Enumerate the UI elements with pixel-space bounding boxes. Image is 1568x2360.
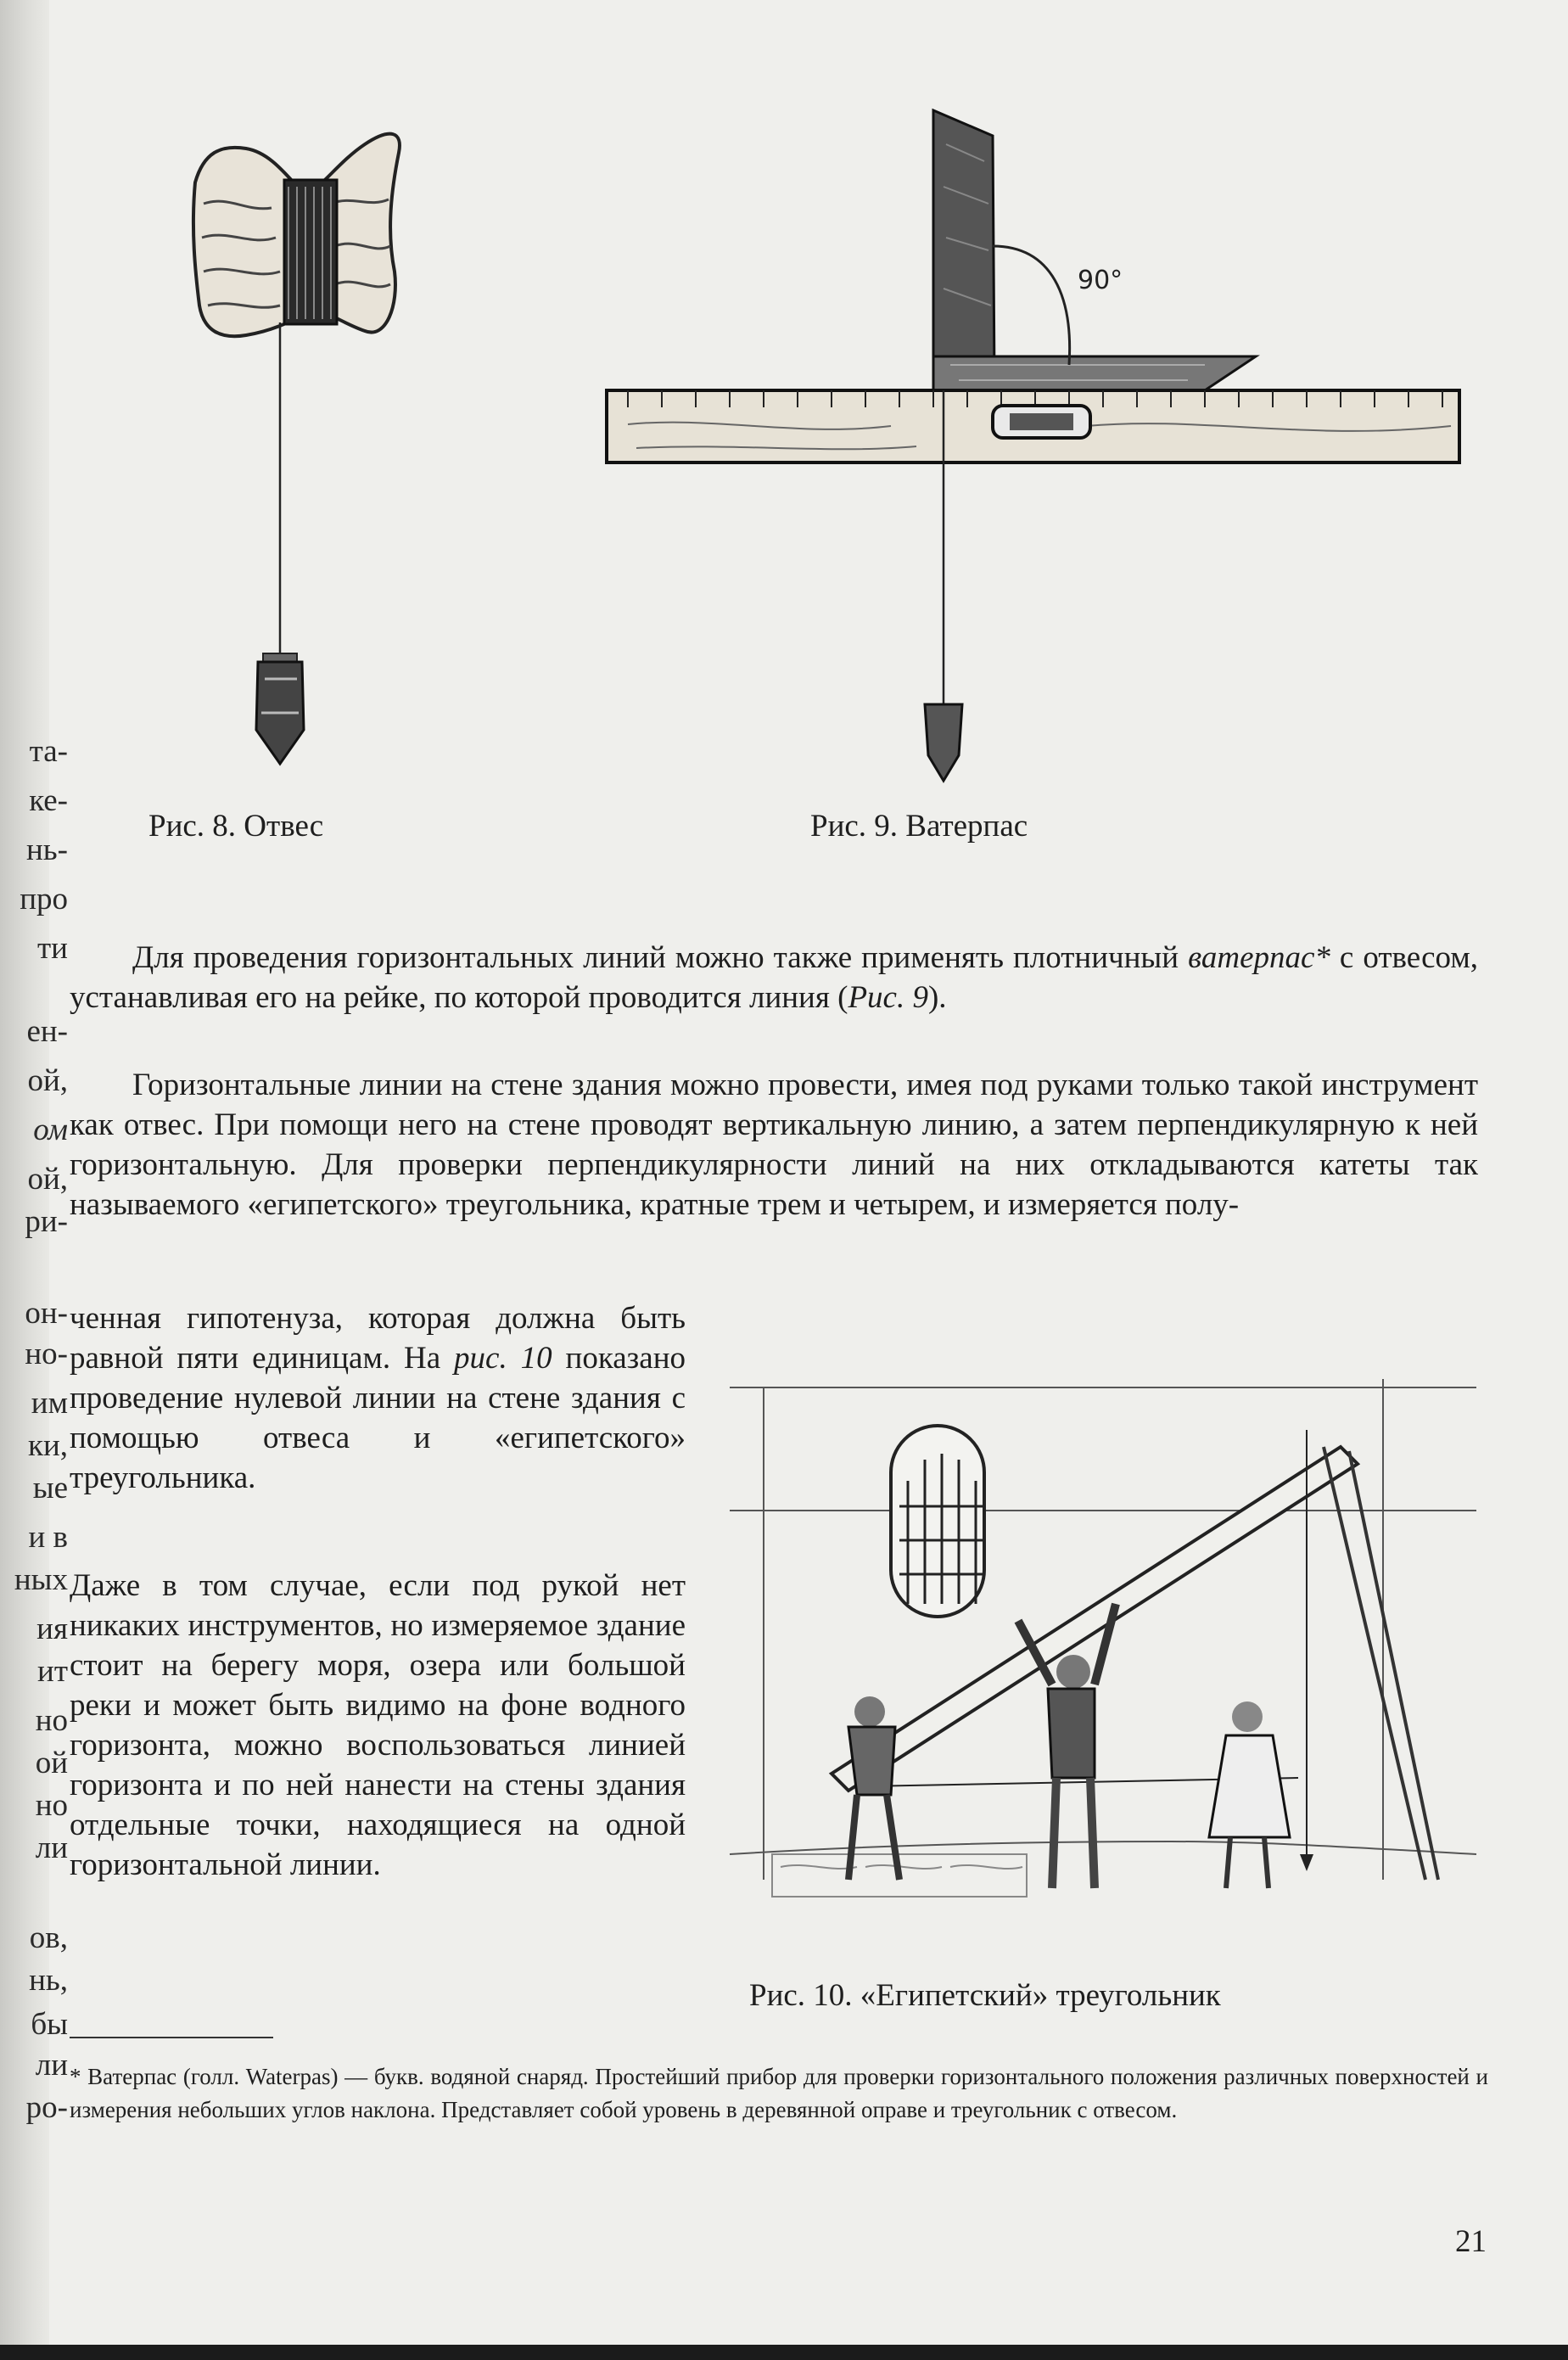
margin-fragment: ой,	[27, 1063, 68, 1098]
margin-fragment: та-	[29, 734, 68, 769]
margin-fragment: и в	[28, 1520, 68, 1555]
margin-fragment: ов,	[29, 1920, 68, 1955]
waterpas-illustration	[611, 110, 1468, 806]
margin-fragment: ом	[33, 1113, 68, 1147]
figure-10-caption: Рис. 10. «Египетский» треугольник	[749, 1978, 1221, 2013]
margin-fragment: ые	[32, 1471, 68, 1505]
figure-8-caption: Рис. 8. Отвес	[148, 809, 324, 844]
body-paragraph-1: Для проведения горизонтальных линий можно также применять плотничный ватерпас* с отвесом, устанавливая его на рейке, по которой проводится линия (Рис. 9).	[70, 940, 1478, 1015]
margin-fragment: он-	[25, 1296, 68, 1331]
page-bottom-edge	[0, 2345, 1568, 2360]
margin-fragment: ия	[36, 1612, 68, 1646]
margin-fragment: ки,	[27, 1428, 68, 1463]
body-paragraph-2-top: Горизонтальные линии на стене здания можно провести, имея под руками только такой инструмент как отвес. При помощи него на стене проводят вертикальную линию, а затем перпендикулярную к ней горизонтальную. Для проверки перпендикулярности линий на них откладываются катеты так называемого «египетского» треугольника, кратные трем и четырем, и измеряется полу-	[70, 1068, 1478, 1222]
body-paragraph-3: Даже в том случае, если под рукой нет никаких инструментов, но измеряемое здание стоит на берегу моря, озера или большой реки и может быть видимо на фоне водного горизонта, можно воспользоваться линией горизонта и по ней нанести на стены здания отдельные точки, находящиеся на одной горизонтальной линии.	[70, 1568, 686, 1882]
margin-fragment: ен-	[26, 1014, 68, 1049]
footnote: * Ватерпас (голл. Waterpas) — букв. водяной снаряд. Простейший прибор для проверки горизонтального положения различных поверхностей и измерения небольших углов наклона. Представляет собой уровень в деревянной оправе и треугольник с отвесом.	[70, 2064, 1488, 2122]
figure-9-caption: Рис. 9. Ватерпас	[810, 809, 1028, 844]
margin-fragment: ке-	[29, 783, 68, 818]
page-number: 21	[1455, 2224, 1487, 2259]
margin-fragment: ри-	[25, 1204, 68, 1239]
margin-fragment: ит	[37, 1654, 68, 1689]
margin-fragment: ли	[35, 2048, 68, 2083]
margin-fragment: но-	[25, 1337, 68, 1371]
egyptian-triangle-illustration	[730, 1379, 1476, 1931]
body-paragraph-2-bottom: ченная гипотенуза, которая должна быть равной пяти единицам. На рис. 10 показано проведение нулевой линии на стене здания с помощью отвеса и «египетского» треугольника.	[70, 1301, 686, 1495]
plumb-bob-illustration	[170, 102, 424, 781]
angle-label: 90°	[1078, 266, 1123, 295]
margin-fragment: ти	[37, 931, 68, 966]
footnote-divider	[70, 2037, 273, 2038]
margin-fragment: нь-	[26, 832, 68, 867]
margin-fragment: бы	[31, 2007, 68, 2042]
margin-fragment: нь,	[29, 1963, 68, 1998]
margin-fragment: ро-	[25, 2090, 68, 2125]
margin-fragment: ой	[35, 1746, 68, 1780]
margin-fragment: ли	[35, 1830, 68, 1865]
margin-fragment: но	[35, 1788, 68, 1823]
margin-fragment: но	[35, 1703, 68, 1738]
margin-fragment: ных	[14, 1562, 68, 1597]
margin-fragment: про	[20, 882, 68, 917]
margin-fragment: ой,	[27, 1162, 68, 1197]
margin-fragment: им	[31, 1386, 68, 1421]
